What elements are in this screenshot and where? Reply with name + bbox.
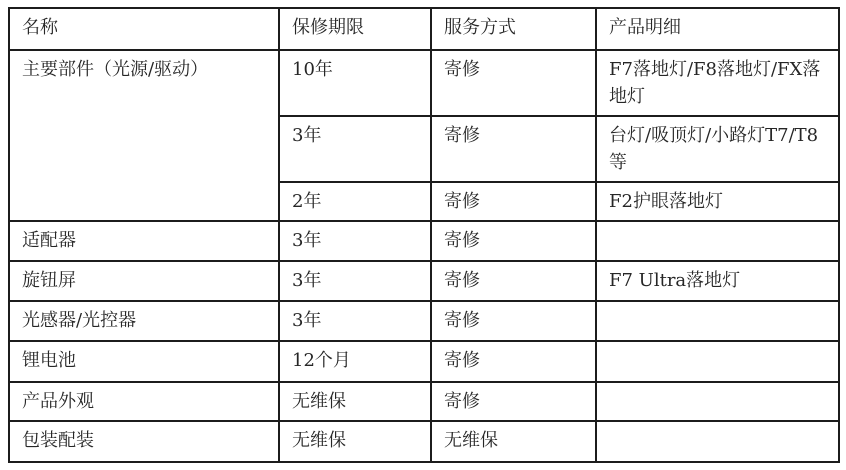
cell-service: 寄修 bbox=[431, 301, 596, 341]
header-period: 保修期限 bbox=[279, 8, 431, 50]
cell-period: 2年 bbox=[279, 182, 431, 221]
warranty-table bbox=[8, 7, 840, 463]
header-service: 服务方式 bbox=[431, 8, 596, 50]
cell-service: 寄修 bbox=[431, 341, 596, 382]
cell-products: 台灯/吸顶灯/小路灯T7/T8等 bbox=[596, 116, 839, 182]
cell-name: 产品外观 bbox=[9, 382, 279, 421]
cell-name: 适配器 bbox=[9, 221, 279, 261]
cell-service: 寄修 bbox=[431, 221, 596, 261]
table-row-knob-screen bbox=[9, 261, 839, 301]
cell-service: 寄修 bbox=[431, 382, 596, 421]
cell-service: 寄修 bbox=[431, 50, 596, 116]
cell-products: F2护眼落地灯 bbox=[596, 182, 839, 221]
cell-products bbox=[596, 221, 839, 261]
cell-service: 寄修 bbox=[431, 182, 596, 221]
cell-products: F7落地灯/F8落地灯/FX落地灯 bbox=[596, 50, 839, 116]
table-row-adapter bbox=[9, 221, 839, 261]
header-row bbox=[9, 8, 839, 50]
cell-period: 12个月 bbox=[279, 341, 431, 382]
cell-products: F7 Ultra落地灯 bbox=[596, 261, 839, 301]
header-name: 名称 bbox=[9, 8, 279, 50]
cell-period: 3年 bbox=[279, 116, 431, 182]
cell-period: 无维保 bbox=[279, 421, 431, 462]
table-row-main-sub1 bbox=[9, 50, 839, 116]
cell-products bbox=[596, 421, 839, 462]
cell-products bbox=[596, 341, 839, 382]
cell-name: 旋钮屏 bbox=[9, 261, 279, 301]
cell-name: 锂电池 bbox=[9, 341, 279, 382]
cell-service: 寄修 bbox=[431, 116, 596, 182]
cell-products bbox=[596, 382, 839, 421]
header-products: 产品明细 bbox=[596, 8, 839, 50]
cell-products bbox=[596, 301, 839, 341]
cell-period: 3年 bbox=[279, 301, 431, 341]
cell-service: 寄修 bbox=[431, 261, 596, 301]
table-row-packaging bbox=[9, 421, 839, 462]
table-row-appearance bbox=[9, 382, 839, 421]
table-row-battery bbox=[9, 341, 839, 382]
cell-period: 3年 bbox=[279, 221, 431, 261]
cell-name: 包装配装 bbox=[9, 421, 279, 462]
cell-name: 光感器/光控器 bbox=[9, 301, 279, 341]
cell-period: 无维保 bbox=[279, 382, 431, 421]
cell-period: 10年 bbox=[279, 50, 431, 116]
cell-service: 无维保 bbox=[431, 421, 596, 462]
cell-main-component-name: 主要部件（光源/驱动） bbox=[9, 50, 279, 221]
table-row-light-sensor bbox=[9, 301, 839, 341]
cell-period: 3年 bbox=[279, 261, 431, 301]
